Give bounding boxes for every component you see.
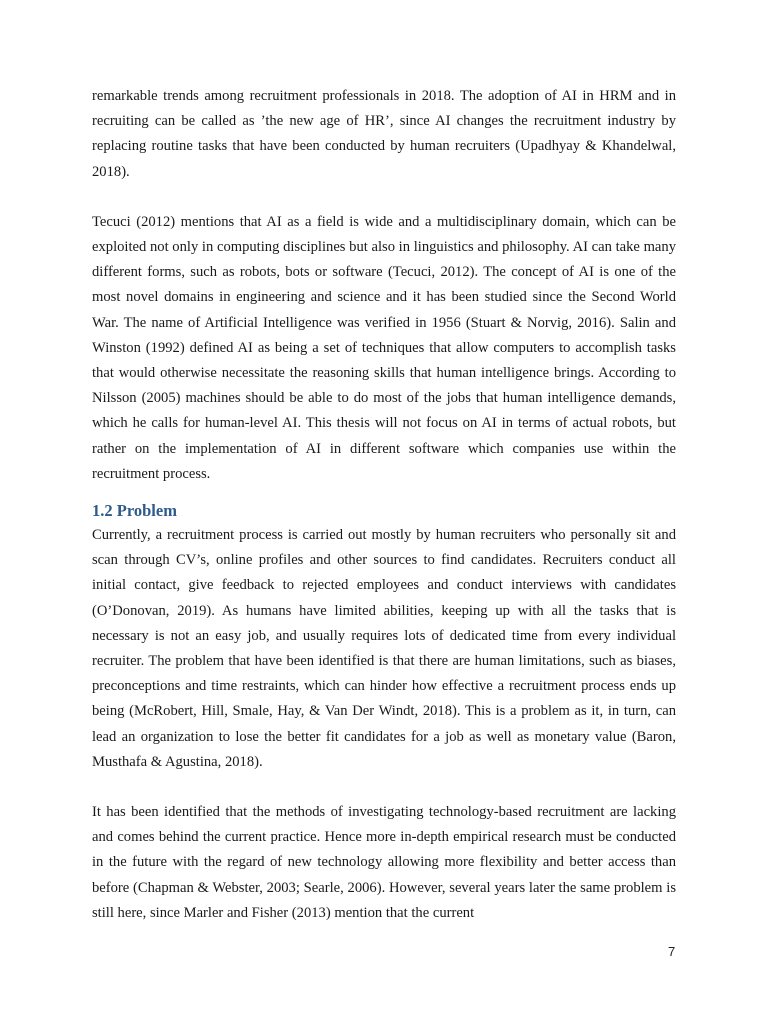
paragraph-ai-definition: Tecuci (2012) mentions that AI as a field is wide and a multidisciplinary domain, which can be exploited not only in computing disciplines but also in linguistics and philosophy. AI can take many different forms, such as robots, bots or software (Tecuci, 2012). The concept of AI is one of the most novel domains in engineering and science and it has been studied since the Second World War. The name of Artificial Intelligence was verified in 1956 (Stuart & Norvig, 2016). Salin and Winston (1992) defined AI as being a set of techniques that allow computers to accomplish tasks that would otherwise necessitate the reasoning skills that human intelligence brings. According to Nilsson (2005) machines should be able to do most of the jobs that human intelligence demands, which he calls for human-level AI. This thesis will not focus on AI in terms of actual robots, but rather on the implementation of AI in different software which companies use within the recruitment process. — [92, 213, 676, 482]
paragraph-gap — [92, 775, 676, 800]
paragraph-recruitment-process: Currently, a recruitment process is carried out mostly by human recruiters who personally sit and scan through CV’s, online profiles and other sources to find candidates. Recruiters conduct all initial contact, give feedback to rejected employees and conduct interviews with candidates (O’Donovan, 2019). As humans have limited abilities, keeping up with all the tasks that is necessary is not an easy job, and usually requires lots of dedicated time from every individual recruiter. The problem that have been identified is that there are human limitations, such as biases, preconceptions and time restraints, which can hinder how effective a recruitment process ends up being (McRobert, Hill, Smale, Hay, & Van Der Windt, 2018). This is a problem as it, in turn, can lead an organization to lose the better fit candidates for a job as well as monetary value (Baron, Musthafa & Agustina, 2018). — [92, 527, 676, 770]
page-number: 7 — [668, 944, 676, 959]
section-heading-problem: 1.2 Problem — [92, 501, 177, 521]
document-page — [92, 84, 676, 926]
paragraph-ai-in-hr: remarkable trends among recruitment professionals in 2018. The adoption of AI in HRM and in recruiting can be called as ’the new age of HR’, since AI changes the recruitment industry by replacing routine tasks that have been conducted by human recruiters (Upadhyay & Khandelwal, 2018). — [92, 88, 676, 180]
paragraph-technology-research: It has been identified that the methods of investigating technology-based recruitment are lacking and comes behind the current practice. Hence more in-depth empirical research must be conducted in the future with the regard of new technology allowing more flexibility and better access than before (Chapman & Webster, 2003; Searle, 2006). However, several years later the same problem is still here, since Marler and Fisher (2013) mention that the current — [92, 804, 676, 921]
paragraph-gap — [92, 185, 676, 210]
